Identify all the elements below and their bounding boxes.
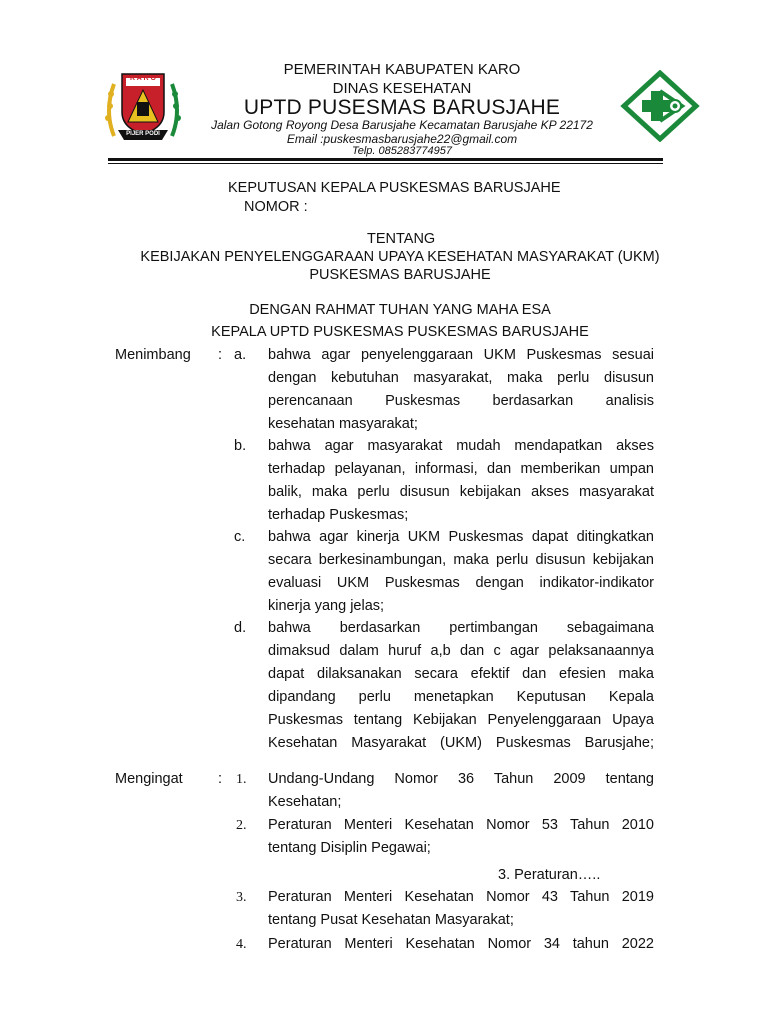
mengingat-4-line-1: Peraturan Menteri Kesehatan Nomor 34 tahun 2022 <box>268 936 654 952</box>
mengingat-2-line-2: tentang Disiplin Pegawai; <box>268 840 431 856</box>
menimbang-b-line-2: terhadap pelayanan, informasi, dan memberikan umpan <box>268 461 654 477</box>
mengingat-marker-1: 1. <box>236 772 247 787</box>
header-institution: UPTD PUSESMAS BARUSJAHE <box>243 96 561 119</box>
mengingat-colon: : <box>218 771 223 787</box>
menimbang-c-line-1: bahwa agar kinerja UKM Puskesmas dapat ditingkatkan <box>268 529 654 545</box>
header-address: Jalan Gotong Royong Desa Barusjahe Kecamatan Barusjahe KP 22172 <box>211 118 593 132</box>
menimbang-d-line-2: dimaksud dalam huruf a,b dan c agar pelaksanaannya <box>268 643 654 659</box>
decision-title: KEPUTUSAN KEPALA PUSKESMAS BARUSJAHE <box>228 180 561 196</box>
menimbang-a-line-1: bahwa agar penyelenggaraan UKM Puskesmas sesuai <box>268 347 654 363</box>
mengingat-1-line-2: Kesehatan; <box>268 794 342 810</box>
menimbang-a-line-4: kesehatan masyarakat; <box>268 416 418 432</box>
mengingat-marker-3: 3. <box>236 890 247 905</box>
header-phone: Telp. 085283774957 <box>352 145 452 157</box>
mengingat-3-line-1: Peraturan Menteri Kesehatan Nomor 43 Tahun 2019 <box>268 889 654 905</box>
about-label: TENTANG <box>367 231 436 247</box>
menimbang-d-line-4: dipandang perlu menetapkan Keputusan Kepala <box>268 689 654 705</box>
mengingat-label: Mengingat <box>115 771 183 787</box>
menimbang-d-line-3: dapat dilaksanakan secara efektif dan efesien maka <box>268 666 654 682</box>
menimbang-marker-d: d. <box>234 620 247 636</box>
header-divider-thin <box>108 163 663 164</box>
subject-line-2: PUSKESMAS BARUSJAHE <box>309 267 491 283</box>
subject-line-1: KEBIJAKAN PENYELENGGARAAN UPAYA KESEHATAN MASYARAKAT (UKM) <box>140 249 660 265</box>
menimbang-b-line-1: bahwa agar masyarakat mudah mendapatkan akses <box>268 438 654 454</box>
logo-top-text: K A R O <box>130 75 156 82</box>
menimbang-a-line-2: dengan kebutuhan masyarakat, maka perlu disusun <box>268 370 654 386</box>
menimbang-b-line-3: balik, maka perlu disusun kebijakan akses masyarakat <box>268 484 654 500</box>
menimbang-d-line-1: bahwa berdasarkan pertimbangan sebagaimana <box>268 620 654 636</box>
decision-number: NOMOR : <box>244 199 308 215</box>
menimbang-b-line-4: terhadap Puskesmas; <box>268 507 409 523</box>
mengingat-3-line-2: tentang Pusat Kesehatan Masyarakat; <box>268 912 514 928</box>
blessing-line: DENGAN RAHMAT TUHAN YANG MAHA ESA <box>249 302 551 318</box>
menimbang-colon: : <box>218 347 223 363</box>
menimbang-marker-c: c. <box>234 529 246 545</box>
header-email: Email :puskesmasbarusjahe22@gmail.com <box>286 132 518 146</box>
menimbang-a-line-3: perencanaan Puskesmas berdasarkan analisis <box>268 393 654 409</box>
mengingat-marker-2: 2. <box>236 818 247 833</box>
menimbang-d-line-5: Puskesmas tentang Kebijakan Penyelenggaraan Upaya <box>268 712 654 728</box>
menimbang-c-line-2: secara berkesinambungan, maka perlu disusun kebijakan <box>268 552 654 568</box>
mengingat-marker-4: 4. <box>236 937 247 952</box>
menimbang-d-line-6: Kesehatan Masyarakat (UKM) Puskesmas Barusjahe; <box>268 735 654 751</box>
menimbang-c-line-4: kinerja yang jelas; <box>268 598 385 614</box>
mengingat-2-line-1: Peraturan Menteri Kesehatan Nomor 53 Tahun 2010 <box>268 817 654 833</box>
menimbang-marker-a: a. <box>234 347 247 363</box>
head-line: KEPALA UPTD PUSKESMAS PUSKESMAS BARUSJAHE <box>211 324 589 340</box>
menimbang-marker-b: b. <box>234 438 247 454</box>
header-divider-thick <box>108 158 663 161</box>
header-government: PEMERINTAH KABUPATEN KARO <box>283 61 521 78</box>
menimbang-label: Menimbang <box>115 347 191 363</box>
header-department: DINAS KESEHATAN <box>332 80 472 97</box>
page-continuation-note: 3. Peraturan….. <box>498 867 601 883</box>
mengingat-1-line-1: Undang-Undang Nomor 36 Tahun 2009 tentang <box>268 771 654 787</box>
logo-motto-text: PIJER PODI <box>126 131 160 137</box>
menimbang-c-line-3: evaluasi UKM Puskesmas dengan indikator-indikator <box>268 575 654 591</box>
